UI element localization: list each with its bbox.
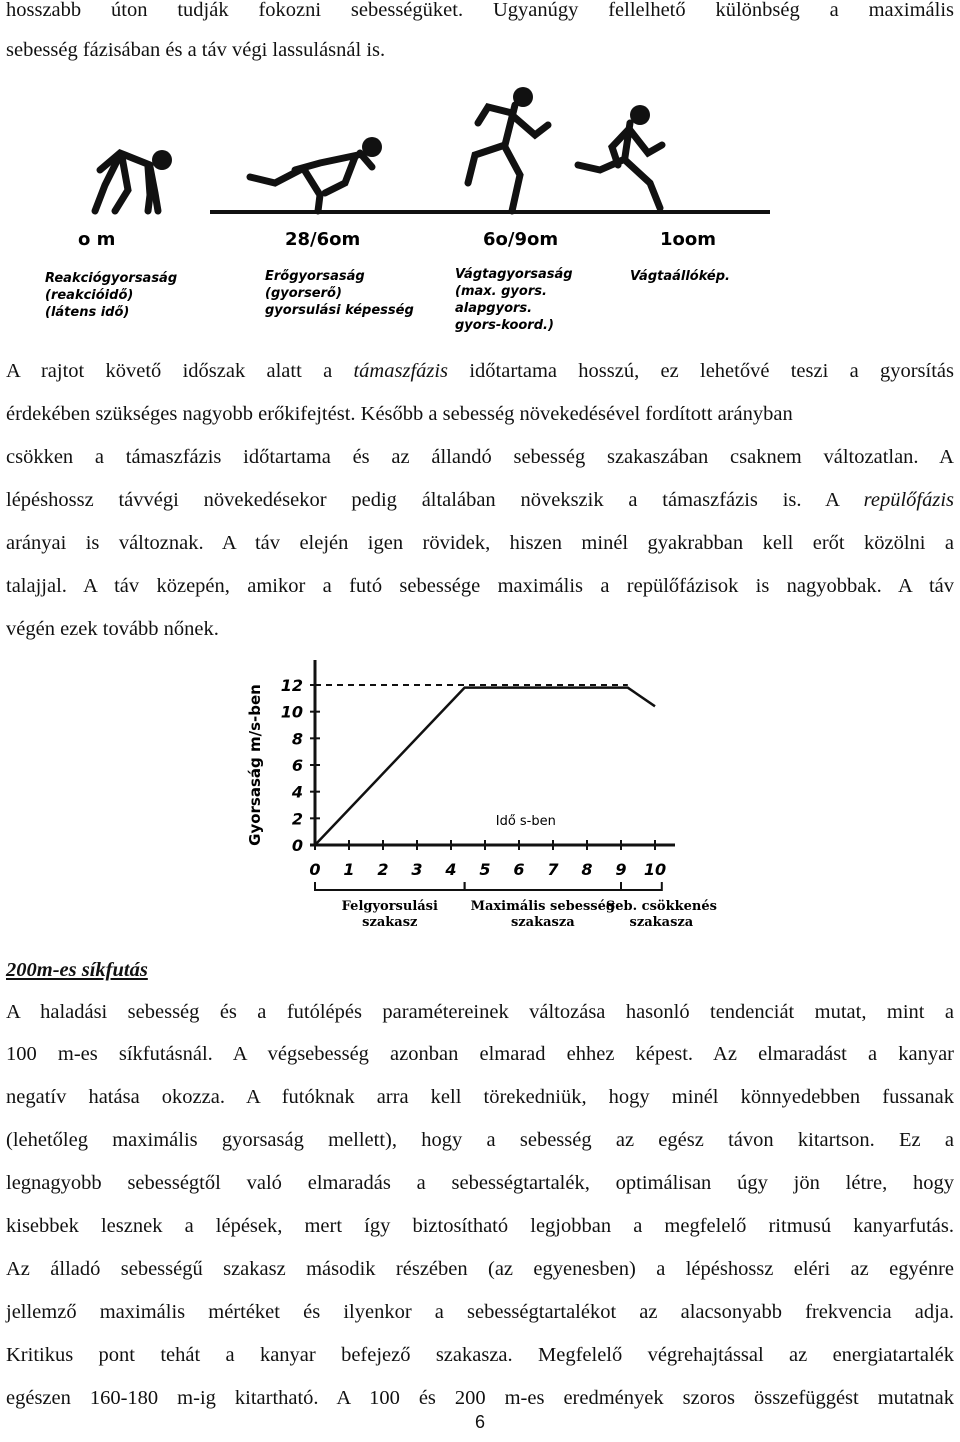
y-tick-label-4: 4 bbox=[291, 782, 303, 802]
phase-bracket-3 bbox=[621, 882, 662, 890]
page-number: 6 bbox=[474, 1412, 485, 1432]
caption-force-1: Erőgyorsaság bbox=[265, 269, 365, 284]
phase-label-1-2: szakasz bbox=[362, 915, 418, 930]
caption-force-2: (gyorserő) bbox=[265, 286, 342, 301]
runner-finish-icon bbox=[578, 105, 662, 208]
section-line-1: A haladási sebesség és a futólépés paramétereinek változása hasonló tendenciát mutat, mint a bbox=[6, 1001, 954, 1023]
x-tick-label-0: 0 bbox=[309, 860, 321, 879]
section-line-8: jellemző maximális mértéket és ilyenkor a sebességtartalékot az alacsonyabb frekvencia adja. bbox=[6, 1301, 954, 1323]
section-line-4: (lehetőleg maximális gyorsaság mellett), hogy a sebesség az egész távon kitartson. Ez a bbox=[6, 1129, 954, 1151]
phase-bracket-2 bbox=[465, 882, 621, 890]
x-tick-label-4: 4 bbox=[445, 860, 457, 879]
x-tick-label-9: 9 bbox=[615, 860, 627, 879]
caption-reaction-3: (látens idő) bbox=[45, 305, 130, 320]
section-line-5: legnagyobb sebességtől való elmaradás a sebességtartalék, optimálisan úgy jön létre, hogy bbox=[6, 1172, 954, 1194]
para1-line-7: végén ezek tovább nőnek. bbox=[6, 618, 219, 640]
phase-bracket-1 bbox=[315, 882, 465, 890]
intro-line-2: sebesség fázisában és a táv végi lassulásnál is. bbox=[6, 39, 386, 61]
x-tick-label-3: 3 bbox=[411, 860, 423, 879]
para1-line-3: csökken a támaszfázis időtartama és az állandó sebesség szakaszában csaknem változatlan. A bbox=[6, 446, 954, 468]
sprint-phases-figure bbox=[0, 75, 960, 345]
caption-endurance-1: Vágtaállókép. bbox=[630, 269, 730, 284]
phase-label-3-1: Seb. csökkenés bbox=[605, 899, 717, 914]
section-line-2: 100 m-es síkfutásnál. A végsebesség azonban elmarad ehhez képest. Az elmaradást a kanyar bbox=[6, 1043, 954, 1065]
phase-label-1-1: Felgyorsulási bbox=[341, 899, 438, 914]
caption-sprint-2: (max. gyors. bbox=[455, 284, 547, 299]
y-axis-label: Gyorsaság m/s-ben bbox=[246, 684, 264, 846]
x-tick-label-7: 7 bbox=[547, 860, 559, 879]
section-title: 200m-es síkfutás bbox=[6, 959, 148, 981]
runner-drive-icon bbox=[250, 137, 382, 211]
speed-chart bbox=[0, 650, 960, 950]
caption-sprint-3: alapgyors. bbox=[455, 301, 533, 316]
x-tick-label-8: 8 bbox=[581, 860, 593, 879]
phase-label-2-2: szakasza bbox=[510, 915, 575, 930]
x-tick-label-10: 10 bbox=[643, 860, 667, 879]
section-line-7: Az álladó sebességű szakasz második részében (az egyenesben) a lépéshossz eléri az egyénre bbox=[6, 1258, 954, 1280]
caption-reaction-1: Reakciógyorsaság bbox=[45, 271, 178, 286]
para1-line-1: A rajtot követő időszak alatt a támaszfázis időtartama hosszú, ez lehetővé teszi a gyorsítás bbox=[6, 360, 954, 382]
para1-line-2: érdekében szükséges nagyobb erőkifejtést. Később a sebesség növekedésével fordított arányban bbox=[6, 403, 793, 425]
caption-sprint-4: gyors-koord.) bbox=[455, 318, 554, 333]
x-axis-label: Idő s-ben bbox=[495, 814, 556, 829]
runner-maxspeed-icon bbox=[468, 87, 548, 211]
phase-label-3-2: szakasza bbox=[629, 915, 694, 930]
x-tick-label-5: 5 bbox=[479, 860, 491, 879]
y-tick-label-12: 12 bbox=[280, 676, 303, 695]
section-line-3: negatív hatása okozza. A futóknak arra kell törekedniük, hogy minél könnyedebben fussanak bbox=[6, 1086, 954, 1108]
runner-start-icon bbox=[95, 150, 172, 211]
x-tick-label-6: 6 bbox=[513, 860, 525, 879]
y-tick-label-10: 10 bbox=[280, 702, 303, 722]
para1-line-5: arányai is változnak. A táv elején igen rövidek, hiszen minél gyakrabban kell erőt közölni a bbox=[6, 532, 954, 554]
y-tick-label-0: 0 bbox=[291, 836, 303, 855]
section-line-9: Kritikus pont tehát a kanyar befejező szakasza. Megfelelő végrehajtással az energiatartalék bbox=[6, 1344, 954, 1366]
x-tick-label-1: 1 bbox=[343, 860, 355, 879]
caption-reaction-2: (reakcióidő) bbox=[45, 288, 134, 303]
para1-line-6: talajjal. A táv közepén, amikor a futó sebessége maximális a repülőfázisok is nagyobbak. A táv bbox=[6, 575, 954, 597]
section-line-6: kisebbek lesznek a lépések, mert így biztosítható legjobban a megfelelő ritmusú kanyarfutás. bbox=[6, 1215, 954, 1237]
x-tick-label-2: 2 bbox=[377, 860, 389, 879]
distance-label-3: 1oom bbox=[660, 229, 717, 250]
distance-label-0: o m bbox=[78, 229, 116, 250]
y-tick-label-8: 8 bbox=[291, 729, 303, 749]
para1-line-4: lépéshossz távvégi növekedésekor pedig általában növekszik a támaszfázis is. A repülőfázis bbox=[6, 489, 954, 511]
distance-label-1: 28/6om bbox=[285, 229, 361, 250]
y-tick-label-2: 2 bbox=[291, 809, 303, 829]
section-line-10: egészen 160-180 m-ig kitartható. A 100 és 200 m-es eredmények szoros összefüggést mutatnak bbox=[6, 1387, 954, 1409]
intro-line-1: hosszabb úton tudják fokozni sebességüket. Ugyanúgy fellelhető különbség a maximális bbox=[6, 0, 954, 21]
caption-force-3: gyorsulási képesség bbox=[265, 303, 414, 318]
y-tick-label-6: 6 bbox=[291, 756, 303, 775]
speed-series-line bbox=[315, 688, 655, 845]
caption-sprint-1: Vágtagyorsaság bbox=[455, 267, 573, 282]
distance-label-2: 6o/9om bbox=[483, 229, 559, 250]
phase-label-2-1: Maximális sebesség bbox=[470, 899, 615, 914]
